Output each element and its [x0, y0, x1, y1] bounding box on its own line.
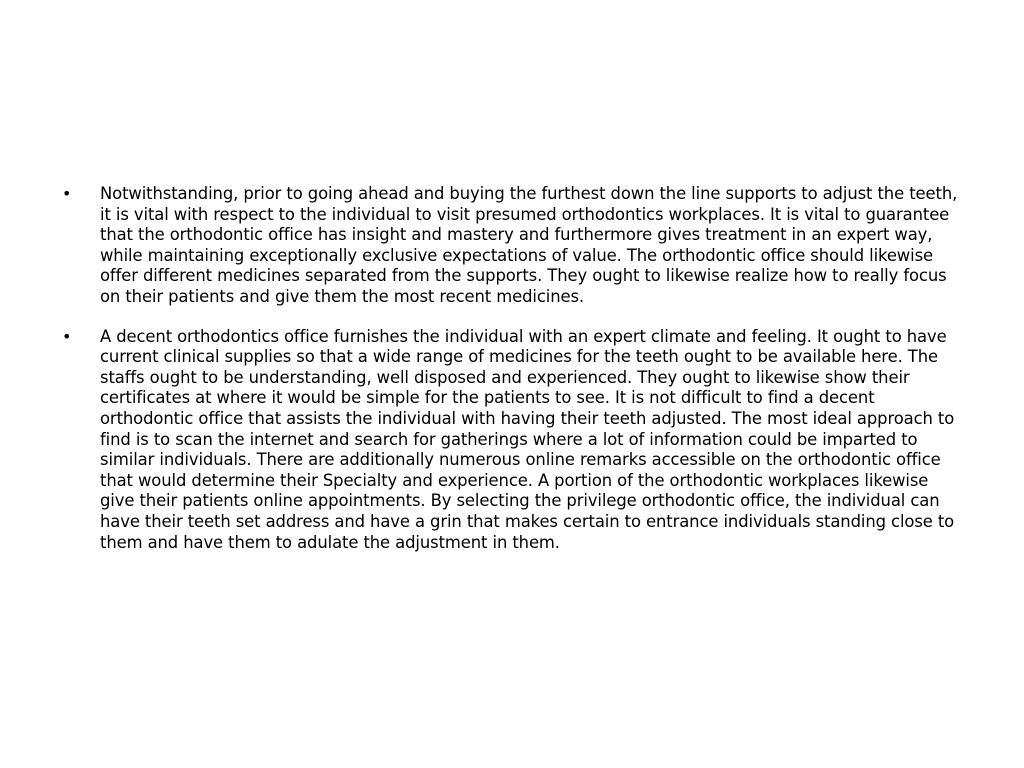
bullet-item [62, 327, 962, 554]
bullet-text: Notwithstanding, prior to going ahead and buying the furthest down the line supports to adjust the teeth, it is vital with respect to the individual to visit presumed orthodontics workplaces. It is vital to guarantee that the orthodontic office has insight and mastery and furthermore gives treatment in an expert way, while maintaining exceptionally exclusive expectations of value. The orthodontic office should likewise offer different medicines separated from the supports. They ought to likewise realize how to really focus on their patients and give them the most recent medicines. [100, 184, 958, 306]
bullet-text: A decent orthodontics office furnishes the individual with an expert climate and feeling. It ought to have current clinical supplies so that a wide range of medicines for the teeth ought to be available here. The staffs ought to be understanding, well disposed and experienced. They ought to likewise show their certificates at where it would be simple for the patients to see. It is not difficult to find a decent orthodontic office that assists the individual with having their teeth adjusted. The most ideal approach to find is to scan the internet and search for gatherings where a lot of information could be imparted to similar individuals. There are additionally numerous online remarks accessible on the orthodontic office that would determine their Specialty and experience. A portion of the orthodontic workplaces likewise give their patients online appointments. By selecting the privilege orthodontic office, the individual can have their teeth set address and have a grin that makes certain to entrance individuals standing close to them and have them to adulate the adjustment in them. [100, 326, 955, 552]
bullet-item [62, 184, 962, 308]
bullet-marker: • [62, 184, 72, 203]
bullet-list [62, 184, 962, 572]
bullet-marker: • [62, 326, 72, 346]
